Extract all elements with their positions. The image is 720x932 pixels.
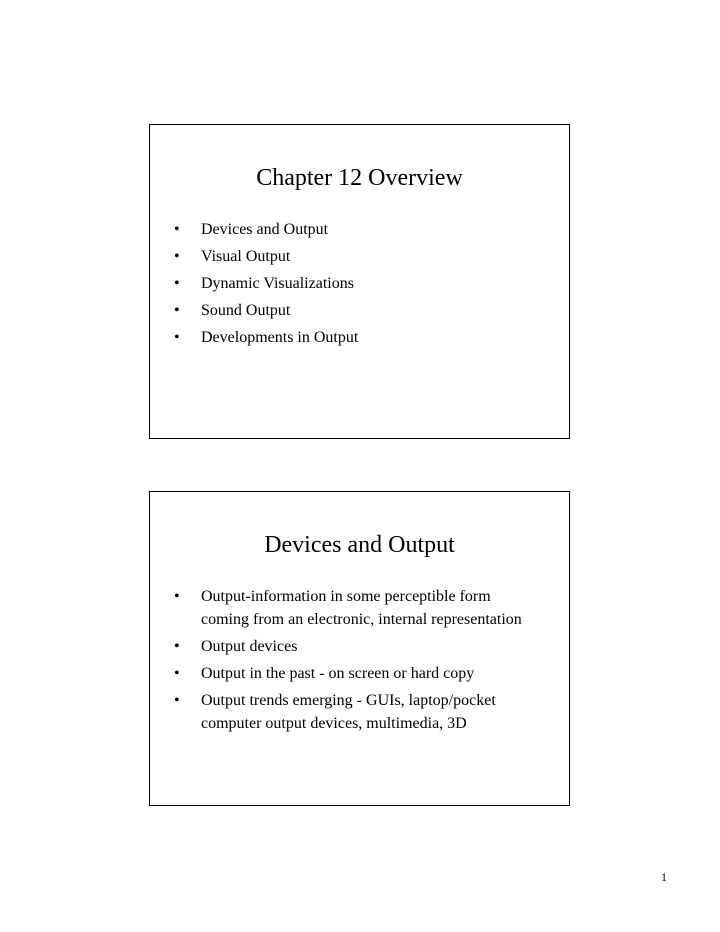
- bullet-icon: •: [174, 221, 180, 238]
- page-number: 1: [661, 870, 667, 884]
- bullet-text: Output devices: [201, 638, 298, 655]
- bullet-text: Output-information in some perceptible form coming from an electronic, internal representation: [201, 588, 522, 628]
- bullet-item: [174, 635, 539, 658]
- bullet-icon: •: [174, 665, 180, 682]
- bullet-text: Devices and Output: [201, 221, 329, 238]
- bullet-text: Output trends emerging - GUIs, laptop/pocket computer output devices, multimedia, 3D: [201, 692, 496, 732]
- bullet-icon: •: [174, 248, 180, 265]
- slide-title: Chapter 12 Overview: [256, 165, 463, 191]
- bullet-item: [174, 585, 539, 631]
- slide-devices-and-output: [149, 491, 570, 806]
- bullet-icon: •: [174, 302, 180, 319]
- bullet-list: [174, 585, 539, 739]
- bullet-icon: •: [174, 275, 180, 292]
- bullet-item: [174, 689, 539, 735]
- bullet-icon: •: [174, 692, 180, 709]
- bullet-item: [174, 272, 539, 295]
- bullet-text: Sound Output: [201, 302, 291, 319]
- bullet-icon: •: [174, 329, 180, 346]
- bullet-item: [174, 299, 539, 322]
- slide-chapter-12-overview: [149, 124, 570, 439]
- slide-title: Devices and Output: [264, 532, 455, 558]
- bullet-item: [174, 326, 539, 349]
- bullet-icon: •: [174, 588, 180, 605]
- bullet-text: Visual Output: [201, 248, 291, 265]
- bullet-text: Output in the past - on screen or hard copy: [201, 665, 475, 682]
- bullet-icon: •: [174, 638, 180, 655]
- bullet-text: Developments in Output: [201, 329, 359, 346]
- bullet-text: Dynamic Visualizations: [201, 275, 354, 292]
- bullet-item: [174, 662, 539, 685]
- bullet-item: [174, 218, 539, 241]
- bullet-list: [174, 218, 539, 353]
- bullet-item: [174, 245, 539, 268]
